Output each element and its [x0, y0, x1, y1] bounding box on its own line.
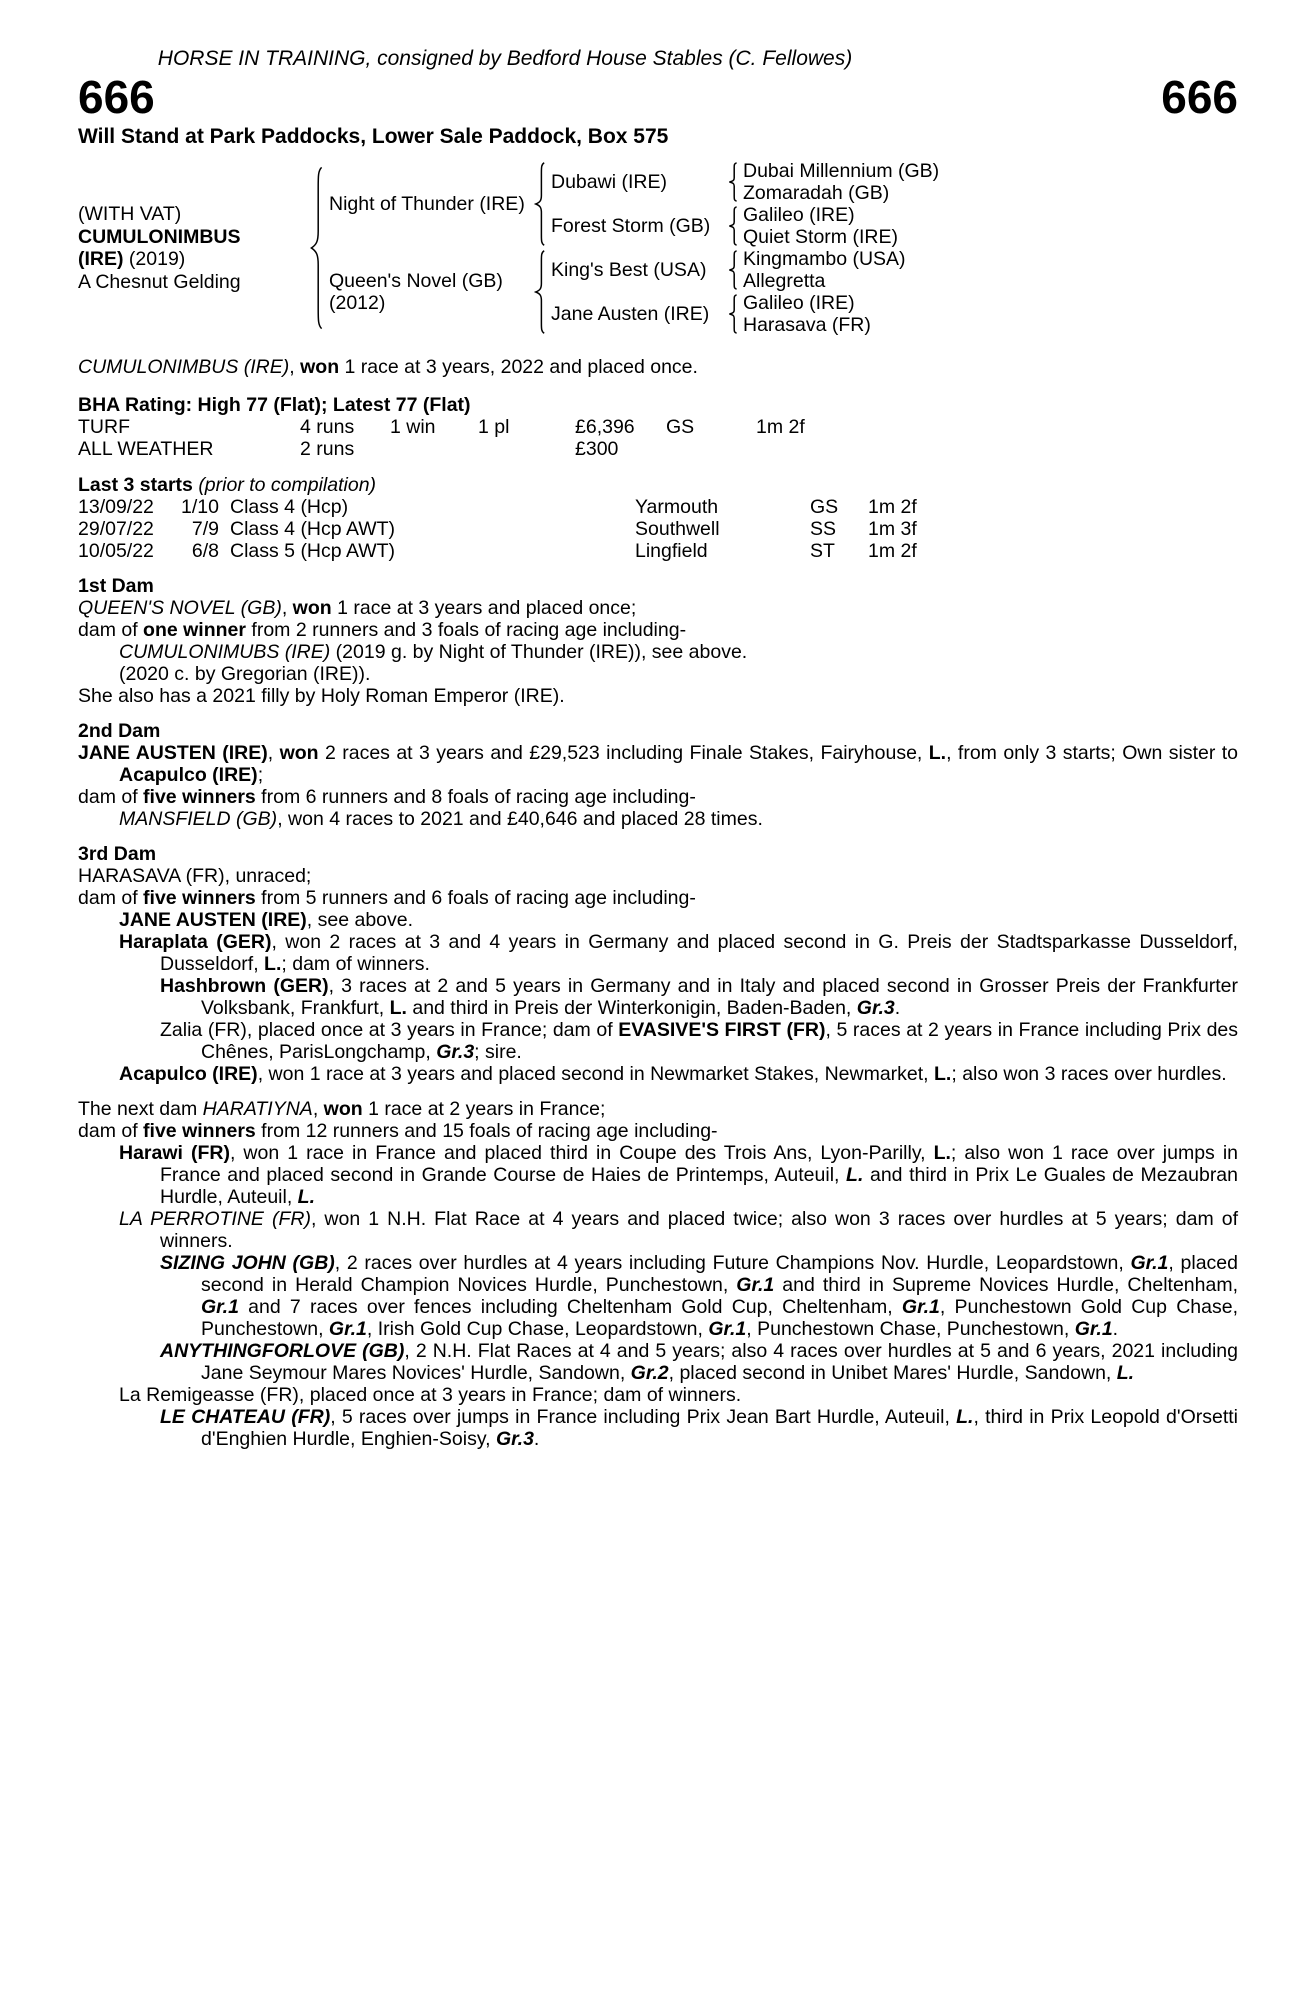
subject-description: A Chesnut Gelding	[78, 270, 241, 293]
pedigree-brace	[533, 161, 547, 247]
paragraph	[78, 1340, 1238, 1384]
paragraph	[78, 786, 1238, 808]
dam-name-cell	[329, 270, 529, 314]
race-summary	[78, 356, 1238, 378]
text-segment: five winners	[143, 887, 256, 909]
section-heading: 3rd Dam	[78, 843, 157, 865]
lot-number-left: 666	[78, 71, 155, 123]
text-segment: ; also won 3 races over hurdles.	[951, 1063, 1227, 1085]
last-starts-note: (prior to compilation)	[198, 474, 377, 496]
text-segment: L.	[934, 1063, 952, 1085]
text-segment: and 7 races over fences including Cheltenham Gold Cup, Cheltenham,	[238, 1296, 902, 1318]
text-segment: ,	[267, 742, 280, 764]
text-segment: ;	[257, 764, 264, 786]
paragraph	[78, 931, 1238, 975]
text-segment: Harawi (FR)	[119, 1142, 230, 1164]
text-segment: and third in Prix Le Guales de Mezaubran Hurdle, Auteuil,	[160, 1164, 1239, 1208]
text-segment: one winner	[143, 619, 246, 641]
great-grandsire: Galileo (IRE)	[743, 292, 855, 314]
text-segment: L.	[933, 1142, 951, 1164]
bha-record-block	[78, 394, 1238, 460]
paragraph	[78, 1063, 1238, 1085]
record-row-all-weather	[78, 438, 1238, 460]
pedigree-brace	[308, 164, 325, 332]
record-surface: ALL WEATHER	[78, 438, 214, 460]
text-segment: .	[1112, 1318, 1119, 1340]
text-segment: , Punchestown Gold Cup Chase, Punchestown,	[201, 1296, 1238, 1340]
text-segment: HARATIYNA	[202, 1098, 313, 1120]
section-heading: 2nd Dam	[78, 720, 161, 742]
last-starts-title: Last 3 starts	[78, 474, 193, 496]
text-segment: won	[300, 356, 340, 378]
text-segment: , 2 N.H. Flat Races at 4 and 5 years; also 4 races over hurdles at 5 and 6 years, 2021 including Jane Seymour Mares Novices' Hurdle, Sandown,	[201, 1340, 1238, 1384]
text-segment: She also has a 2021 filly by Holy Roman Emperor (IRE).	[78, 685, 565, 707]
text-segment: L.	[264, 953, 282, 975]
paragraph	[78, 1384, 1238, 1406]
sire-grandparents-column	[551, 160, 939, 248]
great-grandsire: Dubai Millennium (GB)	[743, 160, 940, 182]
text-segment: won	[292, 597, 332, 619]
text-segment: ANYTHINGFORLOVE (GB)	[160, 1340, 405, 1362]
text-segment: CUMULONIMBUS (IRE)	[78, 356, 290, 378]
text-segment: won	[279, 742, 319, 764]
text-segment: , see above.	[306, 909, 414, 931]
text-segment: , 2 races over hurdles at 4 years including Future Champions Nov. Hurdle, Leopardstown,	[334, 1252, 1131, 1274]
paragraph	[78, 1142, 1238, 1208]
pedigree-table	[78, 160, 1238, 336]
pedigree-brace	[533, 249, 547, 335]
start-class: Class 4 (Hcp AWT)	[230, 518, 396, 540]
text-segment: from 6 runners and 8 foals of racing age including-	[255, 786, 696, 808]
sire-name: Night of Thunder (IRE)	[329, 193, 525, 215]
start-venue: Southwell	[635, 518, 720, 540]
last-start-row	[78, 518, 1238, 540]
start-date: 10/05/22	[78, 540, 154, 562]
lot-number-row	[78, 72, 1238, 122]
text-segment: , third in Prix Leopold d'Orsetti d'Enghien Hurdle, Enghien-Soisy,	[201, 1406, 1238, 1450]
sire-dam-name: Forest Storm (GB)	[551, 215, 711, 237]
text-segment: HARASAVA (FR), unraced;	[78, 865, 312, 887]
paragraph	[78, 1120, 1238, 1142]
start-position: 1/10	[181, 496, 219, 518]
text-segment: CUMULONIMUBS (IRE)	[119, 641, 331, 663]
section-3rd-dam	[78, 843, 1238, 1085]
last-starts-heading	[78, 474, 1238, 496]
text-segment: 1 race at 2 years in France;	[362, 1098, 606, 1120]
text-segment: , Punchestown Chase, Punchestown,	[746, 1318, 1075, 1340]
start-going: GS	[810, 496, 839, 518]
record-earnings: £300	[575, 438, 619, 460]
section-heading: 1st Dam	[78, 575, 154, 597]
paragraph	[78, 909, 1238, 931]
paragraph	[78, 619, 1238, 641]
start-venue: Yarmouth	[635, 496, 719, 518]
start-date: 29/07/22	[78, 518, 154, 540]
text-segment: Gr.1	[736, 1274, 775, 1296]
start-going: ST	[810, 540, 835, 562]
record-runs: 2 runs	[300, 438, 355, 460]
great-granddam: Harasava (FR)	[743, 314, 871, 336]
great-grandsire: Kingmambo (USA)	[743, 248, 906, 270]
paragraph	[78, 663, 1238, 685]
dam-sire-name: King's Best (USA)	[551, 259, 707, 281]
record-runs: 4 runs	[300, 416, 355, 438]
text-segment: Gr.1	[901, 1296, 940, 1318]
sire-sire-branch	[551, 160, 939, 204]
text-segment: Acapulco (IRE)	[119, 764, 258, 786]
paragraph	[78, 1019, 1238, 1063]
text-segment: JANE AUSTEN (IRE)	[78, 742, 268, 764]
record-surface: TURF	[78, 416, 130, 438]
great-grandparents	[743, 160, 939, 204]
paragraph	[78, 1098, 1238, 1120]
text-segment: Gr.1	[328, 1318, 367, 1340]
paragraph	[78, 742, 1238, 786]
text-segment: , won 1 race in France and placed third in Coupe des Trois Ans, Lyon-Parilly,	[229, 1142, 934, 1164]
dam-grandparents-column	[551, 248, 906, 336]
great-grandparents	[743, 204, 898, 248]
text-segment: Haraplata (GER)	[119, 931, 272, 953]
start-position: 7/9	[191, 518, 219, 540]
text-segment: .	[533, 1428, 540, 1450]
text-segment: Gr.1	[1130, 1252, 1169, 1274]
record-distance: 1m 2f	[756, 416, 805, 438]
great-grandparents	[743, 292, 871, 336]
record-going	[666, 438, 756, 460]
text-segment: from 12 runners and 15 foals of racing age including-	[255, 1120, 718, 1142]
paragraph	[78, 1406, 1238, 1450]
start-class: Class 4 (Hcp)	[230, 496, 349, 518]
text-segment: , won 4 races to 2021 and £40,646 and placed 28 times.	[277, 808, 763, 830]
paragraph	[78, 685, 1238, 707]
text-segment: QUEEN'S NOVEL (GB)	[78, 597, 282, 619]
text-segment: , won 2 races at 3 and 4 years in Germany and placed second in G. Preis der Stadtsparkasse Dusseldorf, Dusseldorf,	[160, 931, 1238, 975]
text-segment: , won 1 race at 3 years and placed second in Newmarket Stakes, Newmarket,	[257, 1063, 935, 1085]
start-distance: 1m 2f	[868, 540, 917, 562]
text-segment: , 5 races at 2 years in France including Prix des Chênes, ParisLongchamp,	[201, 1019, 1239, 1063]
text-segment: LE CHATEAU (FR)	[160, 1406, 331, 1428]
text-segment: dam of	[78, 887, 144, 909]
record-wins: 1 win	[390, 416, 436, 438]
text-segment: 1 race at 3 years and placed once;	[331, 597, 637, 619]
text-segment: SIZING JOHN (GB)	[160, 1252, 335, 1274]
text-segment: Gr.1	[201, 1296, 239, 1318]
text-segment: , 5 races over jumps in France including Prix Jean Bart Hurdle, Auteuil,	[330, 1406, 957, 1428]
text-segment: , placed second in Unibet Mares' Hurdle, Sandown,	[668, 1362, 1117, 1384]
dam-sire-branch	[551, 248, 906, 292]
text-segment: Zalia (FR), placed once at 3 years in France; dam of	[160, 1019, 619, 1041]
dam-name: Queen's Novel (GB)	[329, 270, 503, 292]
text-segment: (2020 c. by Gregorian (IRE)).	[119, 663, 371, 685]
last-starts-block	[78, 474, 1238, 562]
subject-origin: (IRE)	[78, 248, 124, 270]
pedigree-brace	[727, 294, 739, 334]
text-segment: LA PERROTINE (FR)	[119, 1208, 311, 1230]
text-segment: Gr.1	[1074, 1318, 1113, 1340]
paragraph	[78, 808, 1238, 830]
paragraph	[78, 597, 1238, 619]
record-going: GS	[666, 416, 695, 438]
start-class: Class 5 (Hcp AWT)	[230, 540, 396, 562]
sire-dam-branch	[551, 204, 939, 248]
text-segment: L.	[1116, 1362, 1135, 1384]
text-segment: ,	[281, 597, 293, 619]
dam-branch	[329, 248, 939, 336]
text-segment: Gr.3	[856, 997, 895, 1019]
start-date: 13/09/22	[78, 496, 154, 518]
pedigree-parents-column	[329, 160, 939, 336]
paragraph	[78, 1208, 1238, 1252]
text-segment: five winners	[143, 1120, 256, 1142]
text-segment: and third in Supreme Novices Hurdle, Cheltenham,	[774, 1274, 1238, 1296]
dam-year: (2012)	[329, 292, 386, 314]
text-segment: Gr.2	[630, 1362, 669, 1384]
text-segment: dam of	[78, 619, 144, 641]
subject-origin-year	[78, 248, 304, 271]
paragraph	[78, 641, 1238, 663]
last-start-row	[78, 496, 1238, 518]
dam-dam-branch	[551, 292, 906, 336]
text-segment: dam of	[78, 786, 144, 808]
great-granddam: Quiet Storm (IRE)	[743, 226, 898, 248]
text-segment: five winners	[143, 786, 256, 808]
text-segment: L.	[956, 1406, 974, 1428]
text-segment: EVASIVE'S FIRST (FR)	[618, 1019, 826, 1041]
text-segment: ; also won 1 race over jumps in France and placed second in Grande Course de Haies de Printemps, Auteuil,	[160, 1142, 1238, 1186]
subject-name: CUMULONIMBUS	[78, 225, 241, 248]
paragraph	[78, 1252, 1238, 1340]
stand-location-line: Will Stand at Park Paddocks, Lower Sale Paddock, Box 575	[78, 125, 669, 148]
paragraph	[78, 865, 1238, 887]
section-2nd-dam	[78, 720, 1238, 830]
text-segment: 1 race at 3 years, 2022 and placed once.	[339, 356, 698, 378]
text-segment: Hashbrown (GER)	[160, 975, 329, 997]
text-segment: The next dam	[78, 1098, 203, 1120]
text-segment: won	[323, 1098, 363, 1120]
text-segment: La Remigeasse (FR), placed once at 3 years in France; dam of winners.	[119, 1384, 742, 1406]
text-segment: MANSFIELD (GB)	[119, 808, 278, 830]
lot-number-right: 666	[1161, 71, 1238, 123]
text-segment: , 3 races at 2 and 5 years in Germany and in Italy and placed second in Grosser Preis der Frankfurter Volksbank, Frankfurt,	[201, 975, 1238, 1019]
pedigree-subject	[78, 203, 304, 293]
section-1st-dam	[78, 575, 1238, 707]
text-segment: Gr.3	[436, 1041, 475, 1063]
consignor-line: HORSE IN TRAINING, consigned by Bedford House Stables (C. Fellowes)	[157, 47, 853, 70]
start-position: 6/8	[191, 540, 219, 562]
text-segment: and third in Preis der Winterkonigin, Baden-Baden,	[406, 997, 857, 1019]
text-segment: dam of	[78, 1120, 144, 1142]
text-segment: , from only 3 starts; Own sister to	[946, 742, 1238, 764]
text-segment: ; sire.	[474, 1041, 522, 1063]
text-segment: from 5 runners and 6 foals of racing age including-	[255, 887, 696, 909]
sire-sire-name: Dubawi (IRE)	[551, 171, 667, 193]
text-segment: ,	[312, 1098, 324, 1120]
sire-branch	[329, 160, 939, 248]
text-segment: 2 races at 3 years and £29,523 including Finale Stakes, Fairyhouse,	[318, 742, 929, 764]
text-segment: Gr.1	[708, 1318, 747, 1340]
text-segment: Acapulco (IRE)	[119, 1063, 258, 1085]
great-grandparents	[743, 248, 906, 292]
record-places: 1 pl	[478, 416, 510, 438]
last-start-row	[78, 540, 1238, 562]
text-segment: ,	[289, 356, 301, 378]
great-grandsire: Galileo (IRE)	[743, 204, 855, 226]
text-segment: L.	[297, 1186, 316, 1208]
record-earnings: £6,396	[575, 416, 635, 438]
paragraph	[78, 887, 1238, 909]
start-venue: Lingfield	[635, 540, 708, 562]
text-segment: , won 1 N.H. Flat Race at 4 years and placed twice; also won 3 races over hurdles at 5 years; dam of winners.	[160, 1208, 1238, 1252]
pedigree-brace	[727, 162, 739, 202]
record-places	[478, 438, 575, 460]
text-segment: from 2 runners and 3 foals of racing age including-	[245, 619, 687, 641]
text-segment: L.	[846, 1164, 864, 1186]
great-granddam: Zomaradah (GB)	[743, 182, 890, 204]
start-distance: 1m 2f	[868, 496, 917, 518]
text-segment: .	[894, 997, 901, 1019]
dam-dam-name: Jane Austen (IRE)	[551, 303, 710, 325]
text-segment: (2019 g. by Night of Thunder (IRE)), see above.	[330, 641, 748, 663]
text-segment: Gr.3	[495, 1428, 534, 1450]
subject-year: (2019)	[128, 248, 186, 270]
text-segment: ; dam of winners.	[281, 953, 430, 975]
text-segment: , placed second in Herald Champion Novices Hurdle, Punchestown,	[201, 1252, 1238, 1296]
start-going: SS	[810, 518, 837, 540]
pedigree-brace	[727, 250, 739, 290]
text-segment: L.	[389, 997, 407, 1019]
text-segment: L.	[928, 742, 947, 764]
pedigree-brace	[727, 206, 739, 246]
bha-rating-line: BHA Rating: High 77 (Flat); Latest 77 (Flat)	[78, 394, 471, 416]
record-row-turf	[78, 416, 1238, 438]
paragraph	[78, 975, 1238, 1019]
section-next-dam	[78, 1098, 1238, 1450]
great-granddam: Allegretta	[743, 270, 826, 292]
record-wins	[390, 438, 478, 460]
text-segment: , Irish Gold Cup Chase, Leopardstown,	[366, 1318, 709, 1340]
vat-note: (WITH VAT)	[78, 203, 182, 225]
text-segment: JANE AUSTEN (IRE)	[119, 909, 307, 931]
start-distance: 1m 3f	[868, 518, 917, 540]
